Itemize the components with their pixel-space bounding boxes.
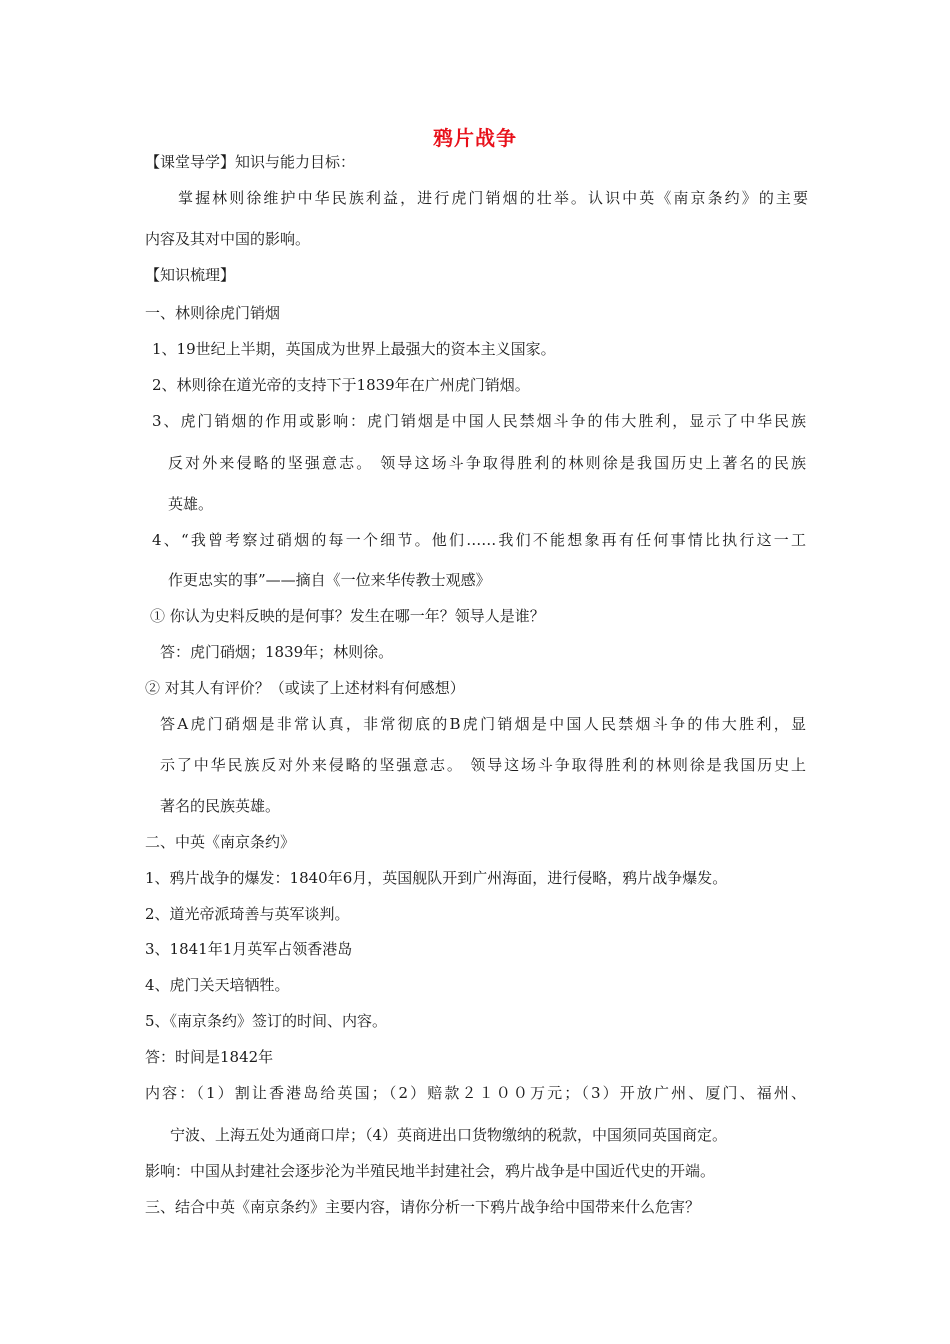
question-2: ② 对其人有评价？（或读了上述材料有何感想） [145, 679, 465, 697]
list-item-1-2: 2、林则徐在道光帝的支持下于1839年在广州虎门销烟。 [152, 376, 530, 394]
answer-treaty-content: 内容：（1）割让香港岛给英国；（2）赔款２１００万元；（3）开放广州、厦门、福州、 [145, 1084, 806, 1102]
list-item-1-1: 1、19世纪上半期，英国成为世界上最强大的资本主义国家。 [152, 340, 556, 358]
question-1: ① 你认为史料反映的是何事？发生在哪一年？领导人是谁？ [150, 607, 545, 625]
answer-treaty-time: 答：时间是1842年 [145, 1048, 274, 1066]
text-line-classroom-guide: 【课堂导学】知识与能力目标： [145, 153, 356, 171]
list-item-2-3: 3、1841年1月英军占领香港岛 [145, 940, 353, 958]
list-item-2-5: 5、《南京条约》签订的时间、内容。 [145, 1012, 388, 1030]
list-item-1-4: 4、“我曾考察过硝烟的每一个细节。他们……我们不能想象再有任何事情比执行这一工 [152, 531, 806, 549]
section-heading-1: 一、林则徐虎门销烟 [145, 304, 281, 322]
answer-treaty-impact: 影响：中国从封建社会逐步沦为半殖民地半封建社会，鸦片战争是中国近代史的开端。 [145, 1162, 716, 1180]
answer-2-line-1: 答A虎门硝烟是非常认真，非常彻底的B虎门销烟是中国人民禁烟斗争的伟大胜利，显 [160, 715, 806, 733]
answer-treaty-content-cont: 宁波、上海五处为通商口岸；（4）英商进出口货物缴纳的税款，中国须同英国商定。 [170, 1126, 728, 1144]
text-line-objective-1: 掌握林则徐维护中华民族利益，进行虎门销烟的壮举。认识中英《南京条约》的主要 [178, 189, 808, 207]
answer-2-line-2: 示了中华民族反对外来侵略的坚强意志。 领导这场斗争取得胜利的林则徐是我国历史上 [160, 756, 806, 774]
list-item-1-3-cont: 反对外来侵略的坚强意志。 领导这场斗争取得胜利的林则徐是我国历史上著名的民族 [168, 454, 806, 472]
answer-2-line-3: 著名的民族英雄。 [160, 797, 281, 815]
list-item-1-3-end: 英雄。 [168, 495, 214, 513]
list-item-1-3: 3、虎门销烟的作用或影响：虎门销烟是中国人民禁烟斗争的伟大胜利，显示了中华民族 [152, 412, 806, 430]
list-item-2-1: 1、鸦片战争的爆发：1840年6月，英国舰队开到广州海面，进行侵略，鸦片战争爆发。 [145, 869, 728, 887]
list-item-2-4: 4、虎门关天培牺牲。 [145, 976, 290, 994]
list-item-1-4-cont: 作更忠实的事”——摘自《一位来华传教士观感》 [168, 571, 491, 589]
answer-1: 答：虎门硝烟；1839年；林则徐。 [160, 643, 394, 661]
section-heading-2: 二、中英《南京条约》 [145, 833, 296, 851]
section-heading-knowledge: 【知识梳理】 [145, 266, 236, 284]
list-item-2-2: 2、道光帝派琦善与英军谈判。 [145, 905, 350, 923]
document-title: 鸦片战争 [433, 126, 517, 150]
text-line-objective-2: 内容及其对中国的影响。 [145, 230, 311, 248]
section-heading-3: 三、结合中英《南京条约》主要内容，请你分析一下鸦片战争给中国带来什么危害？ [145, 1198, 701, 1216]
